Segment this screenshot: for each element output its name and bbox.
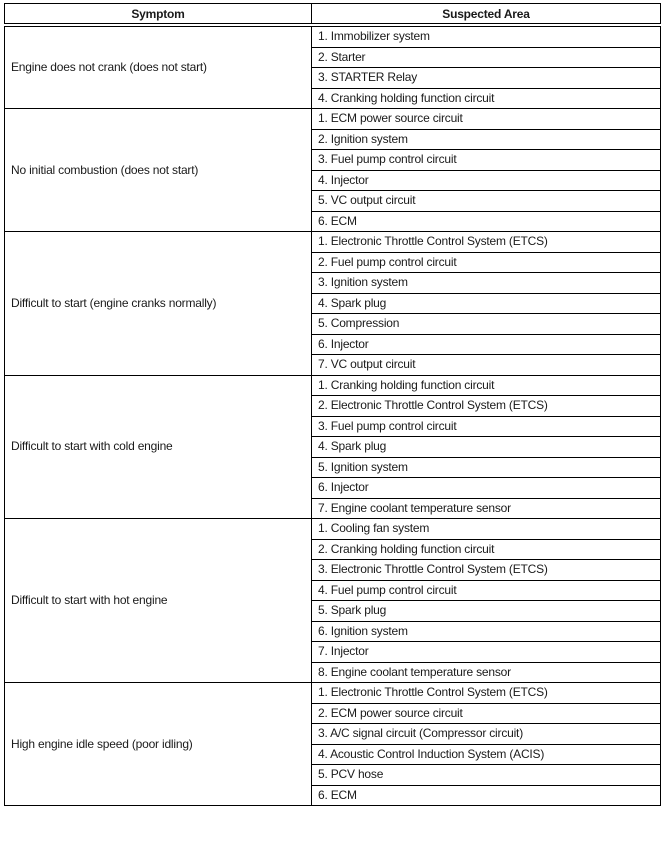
suspected-area-cell: 7. Injector	[312, 642, 661, 663]
suspected-area-cell: 7. Engine coolant temperature sensor	[312, 498, 661, 519]
suspected-area-cell: 2. Ignition system	[312, 129, 661, 150]
suspected-area-cell: 5. PCV hose	[312, 765, 661, 786]
table-body	[5, 25, 661, 806]
suspected-area-cell: 7. VC output circuit	[312, 355, 661, 376]
suspected-area-cell: 1. Cooling fan system	[312, 519, 661, 540]
suspected-area-cell: 2. Electronic Throttle Control System (ETCS)	[312, 396, 661, 417]
suspected-area-cell: 4. Fuel pump control circuit	[312, 580, 661, 601]
suspected-area-cell: 2. Cranking holding function circuit	[312, 539, 661, 560]
suspected-area-cell: 8. Engine coolant temperature sensor	[312, 662, 661, 683]
suspected-area-cell: 3. Fuel pump control circuit	[312, 416, 661, 437]
symptom-header: Symptom	[5, 4, 312, 26]
suspected-area-cell: 4. Cranking holding function circuit	[312, 88, 661, 109]
suspected-area-cell: 4. Acoustic Control Induction System (ACIS)	[312, 744, 661, 765]
suspected-area-cell: 3. Fuel pump control circuit	[312, 150, 661, 171]
symptom-cell: Difficult to start with cold engine	[5, 375, 312, 519]
table-row	[5, 683, 661, 704]
symptom-cell: Engine does not crank (does not start)	[5, 25, 312, 109]
suspected-area-cell: 1. Electronic Throttle Control System (ETCS)	[312, 683, 661, 704]
suspected-area-cell: 5. Spark plug	[312, 601, 661, 622]
suspected-area-cell: 3. A/C signal circuit (Compressor circuit)	[312, 724, 661, 745]
symptom-table	[4, 3, 661, 806]
header-row	[5, 4, 661, 26]
table-row	[5, 375, 661, 396]
suspected-area-cell: 2. ECM power source circuit	[312, 703, 661, 724]
suspected-area-cell: 4. Injector	[312, 170, 661, 191]
table-row	[5, 25, 661, 47]
suspected-area-cell: 1. Immobilizer system	[312, 25, 661, 47]
suspected-area-cell: 1. Electronic Throttle Control System (ETCS)	[312, 232, 661, 253]
suspected-area-cell: 3. Ignition system	[312, 273, 661, 294]
table-row	[5, 109, 661, 130]
suspected-area-cell: 6. ECM	[312, 785, 661, 806]
symptom-cell: High engine idle speed (poor idling)	[5, 683, 312, 806]
suspected-area-cell: 1. Cranking holding function circuit	[312, 375, 661, 396]
suspected-area-cell: 2. Starter	[312, 47, 661, 68]
suspected-area-cell: 1. ECM power source circuit	[312, 109, 661, 130]
suspected-area-cell: 6. Ignition system	[312, 621, 661, 642]
symptom-cell: No initial combustion (does not start)	[5, 109, 312, 232]
suspected-area-cell: 6. ECM	[312, 211, 661, 232]
suspected-area-cell: 4. Spark plug	[312, 437, 661, 458]
suspected-area-header: Suspected Area	[312, 4, 661, 26]
suspected-area-cell: 5. VC output circuit	[312, 191, 661, 212]
suspected-area-cell: 5. Ignition system	[312, 457, 661, 478]
table-row	[5, 232, 661, 253]
suspected-area-cell: 2. Fuel pump control circuit	[312, 252, 661, 273]
table-row	[5, 519, 661, 540]
symptom-cell: Difficult to start with hot engine	[5, 519, 312, 683]
suspected-area-cell: 6. Injector	[312, 478, 661, 499]
suspected-area-cell: 3. STARTER Relay	[312, 68, 661, 89]
suspected-area-cell: 3. Electronic Throttle Control System (ETCS)	[312, 560, 661, 581]
symptom-cell: Difficult to start (engine cranks normally)	[5, 232, 312, 376]
suspected-area-cell: 6. Injector	[312, 334, 661, 355]
suspected-area-cell: 5. Compression	[312, 314, 661, 335]
suspected-area-cell: 4. Spark plug	[312, 293, 661, 314]
